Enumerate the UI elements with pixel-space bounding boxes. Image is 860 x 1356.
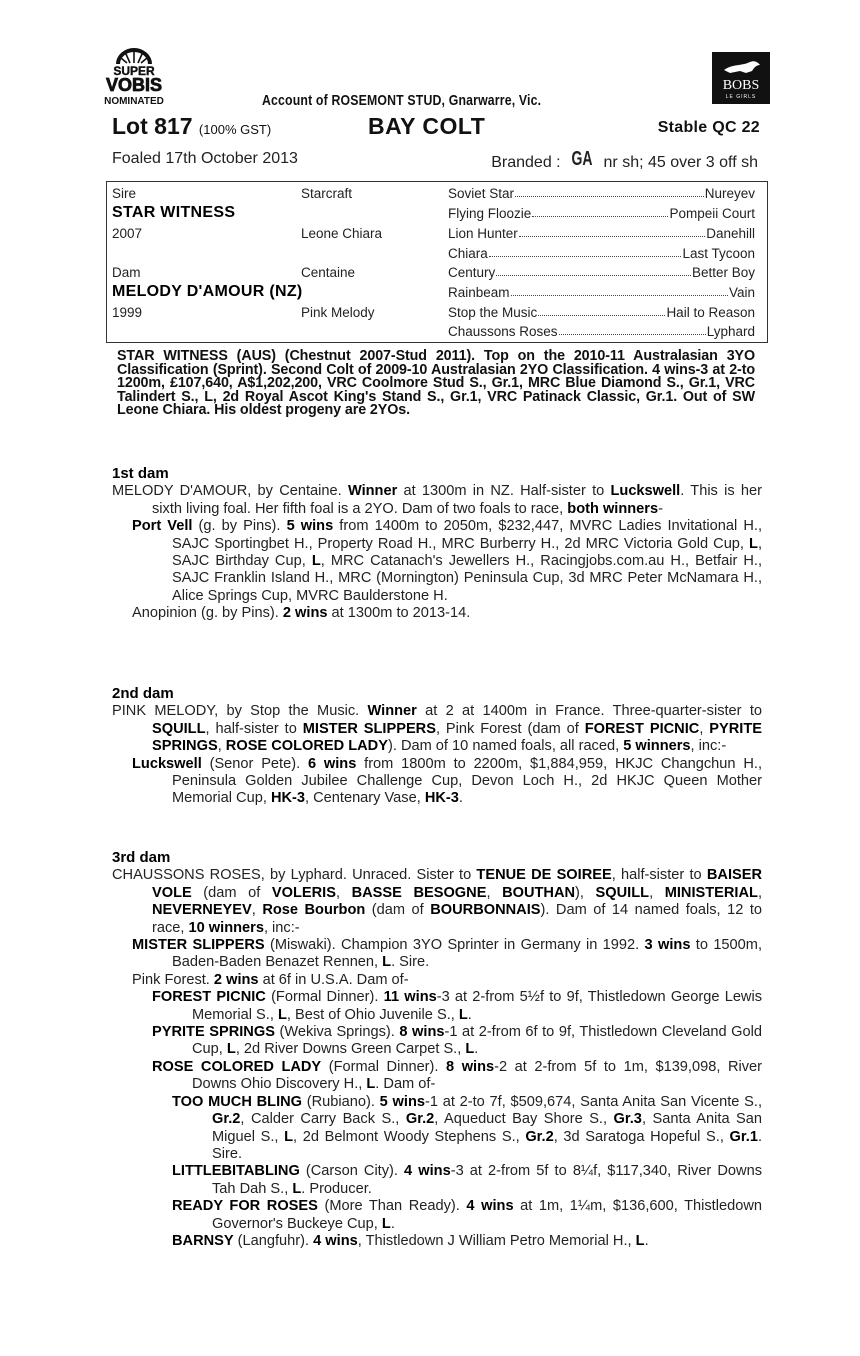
dam-intro: PINK MELODY, by Stop the Music. Winner at 2 at 1400m in France. Three-quarter-sister to SQUILL, half-sister to MISTER SLIPPERS, Pink Forest (dam of FOREST PICNIC, PYRITE SPRINGS, ROSE COLORED LADY). Dam of 10 named foals, all raced, 5 winners, inc:- [112, 703, 762, 755]
bold-run: Winner [347, 483, 398, 500]
dam-intro: MELODY D'AMOUR, by Centaine. Winner at 1300m in NZ. Half-sister to Luckswell. This is her sixth living foal. Her fifth foal is a 2YO. Dam of two foals to race, both winners- [112, 483, 762, 517]
bold-run: MISTER SLIPPERS [132, 937, 265, 954]
gp-right: Better Boy [691, 265, 755, 280]
progeny-entry: FOREST PICNIC (Formal Dinner). 11 wins-3 at 2-from 5½f to 9f, Thistledown George Lewis Memorial S., L, Best of Ohio Juvenile S., L. [152, 989, 763, 1023]
gp-left: Stop the Music [448, 305, 538, 320]
lot-label: Lot 817 [112, 113, 193, 139]
bold-run: Gr.2 [212, 1111, 241, 1128]
bold-run: SQUILL [595, 884, 650, 901]
sire-summary: STAR WITNESS (AUS) (Chestnut 2007-Stud 2011). Top on the 2010-11 Australasian 3YO Classification (Sprint). Second Colt of 2009-10 Australasian 2YO Classification. 4 wins-3 at 2-to 1200m, £107,640, A$1,202,200, VRC Coolmore Stud S., Gr.1, MRC Blue Diamond S., Gr.1, VRC Talindert S., L, 2d Royal Ascot King's Stand S., Gr.1, VRC Patinack Classic, Gr.1. Out of SW Leone Chiara. His oldest progeny are 2YOs. [117, 348, 755, 418]
bold-run: 3 wins [644, 937, 691, 954]
bold-run: MISTER SLIPPERS [302, 720, 436, 737]
gp-right: Danehill [706, 226, 755, 241]
bold-run: 10 winners [188, 919, 264, 936]
grandparent-row [448, 265, 755, 280]
sire-dam: Leone Chiara [301, 226, 383, 241]
gp-right: Pompeii Court [669, 206, 755, 221]
bold-run: HK-3 [424, 790, 459, 807]
bobs-logo [712, 52, 770, 104]
progeny-entry: MISTER SLIPPERS (Miswaki). Champion 3YO Sprinter in Germany in 1992. 3 wins to 1500m, Baden-Baden Benazet Rennen, L. Sire. [132, 937, 762, 971]
bold-run: L [277, 1006, 287, 1023]
bold-run: HK-3 [270, 790, 306, 807]
progeny-entry: BARNSY (Langfuhr). 4 wins, Thistledown J William Petro Memorial H., L. [172, 1232, 649, 1249]
bold-run: LITTLEBITABLING [172, 1163, 300, 1180]
bold-run: READY FOR ROSES [172, 1198, 318, 1215]
stable-location: Stable QC 22 [657, 119, 760, 136]
bold-run: BOUTHAN [502, 884, 576, 901]
bold-run: FOREST PICNIC [152, 989, 266, 1006]
gp-left: Century [448, 265, 496, 280]
bold-run: L [226, 1041, 236, 1058]
grandparent-row [448, 206, 755, 221]
bold-run: Rose Bourbon [262, 902, 366, 919]
progeny-entry: LITTLEBITABLING (Carson City). 4 wins-3 at 2-from 5f to 8¼f, $117,340, River Downs Tah Dah S., L. Producer. [172, 1163, 762, 1197]
bold-run: BAISER VOLE [152, 867, 762, 901]
bold-run: L [381, 1215, 391, 1232]
bold-run: 11 wins [383, 989, 437, 1006]
third-dam-section [112, 849, 762, 1250]
svg-text:SUPER: SUPER [113, 64, 155, 78]
brand-mark: GA [571, 148, 593, 170]
lot-number [112, 113, 271, 140]
section-heading: 3rd dam [112, 849, 171, 866]
bold-run: MINISTERIAL [664, 884, 758, 901]
gp-right: Nureyev [704, 186, 755, 201]
second-dam-section [112, 685, 762, 808]
foaled-date: Foaled 17th October 2013 [112, 150, 298, 167]
svg-text:VOBIS: VOBIS [105, 75, 163, 95]
dam-name: MELODY D'AMOUR (NZ) [112, 283, 303, 300]
bold-run: L [458, 1006, 468, 1023]
sire-year: 2007 [112, 226, 143, 241]
bold-run: Port Vell [132, 518, 193, 535]
branded-label: Branded : [491, 154, 561, 171]
gp-right: Hail to Reason [666, 305, 755, 320]
gp-left: Chaussons Roses [448, 324, 558, 339]
dam-sire: Centaine [301, 265, 356, 280]
sex-colour: BAY COLT [368, 113, 486, 139]
brand-info [491, 150, 758, 173]
bold-run: L [382, 954, 392, 971]
gp-left: Rainbeam [448, 285, 510, 300]
bold-run: 5 wins [379, 1093, 425, 1110]
foaling-brand-line [112, 150, 762, 174]
grandparent-row [448, 324, 755, 339]
bold-run: BARNSY [172, 1232, 234, 1249]
dam-label: Dam [112, 265, 141, 280]
gp-left: Lion Hunter [448, 226, 518, 241]
svg-text:BOBS: BOBS [722, 78, 760, 93]
bold-run: L [749, 535, 758, 552]
progeny-entry: TOO MUCH BLING (Rubiano). 5 wins-1 at 2-to 7f, $509,674, Santa Anita San Vicente S., Gr.2, Calder Carry Back S., Gr.2, Aqueduct Bay Shore S., Gr.3, Santa Anita San Miguel S., L, 2d Belmont Woody Stephens S., Gr.2, 3d Saratoga Hopeful S., Gr.1. Sire. [172, 1093, 763, 1162]
bold-run: Gr.2 [525, 1128, 554, 1145]
bold-run: 4 wins [404, 1163, 451, 1180]
bold-run: FOREST PICNIC [584, 720, 700, 737]
svg-text:LE GIRLS: LE GIRLS [725, 94, 757, 100]
gp-right: Last Tycoon [682, 246, 755, 261]
sire-name: STAR WITNESS [112, 204, 236, 221]
progeny-entry: Anopinion (g. by Pins). 2 wins at 1300m to 2013-14. [132, 605, 471, 622]
grandparent-row [448, 305, 755, 320]
bold-run: 6 wins [307, 755, 357, 772]
bold-run: 8 wins [446, 1058, 495, 1075]
bold-run: ROSE COLORED LADY [225, 738, 388, 755]
bold-run: PYRITE SPRINGS [152, 1024, 275, 1041]
grandparent-row [448, 226, 755, 241]
sire-label: Sire [112, 186, 137, 201]
bold-run: VOLERIS [271, 884, 336, 901]
section-heading: 1st dam [112, 465, 169, 482]
bold-run: Gr.1 [729, 1128, 758, 1145]
grandparent-row [448, 246, 755, 261]
brand-detail: nr sh; 45 over 3 off sh [603, 154, 758, 171]
bold-run: L [366, 1076, 376, 1093]
bold-run: TENUE DE SOIREE [476, 867, 612, 884]
bold-run: NEVERNEYEV [152, 902, 252, 919]
section-heading: 2nd dam [112, 685, 174, 702]
bold-run: 4 wins [466, 1198, 514, 1215]
bold-run: L [311, 553, 321, 570]
pedigree-table [106, 181, 768, 343]
bold-run: 2 wins [213, 971, 259, 988]
bold-run: Winner [367, 703, 417, 720]
bold-run: BASSE BESOGNE [351, 884, 487, 901]
gp-right: Vain [728, 285, 755, 300]
lot-line [112, 113, 762, 143]
vobis-logo-icon [92, 44, 176, 108]
progeny-entry: Port Vell (g. by Pins). 5 wins from 1400m to 2050m, $232,447, MVRC Ladies Invitational H., SAJC Sportingbet H., Property Road H., MRC Burberry H., 2d MRC Victoria Gold Cup, L, SAJC Birthday Cup, L, MRC Catanach's Jewellers H., Racingjobs.com.au H., Betfair H., SAJC Franklin Island H., MRC (Mornington) Peninsula Cup, 3d MRC Peter McNamara H., Alice Springs Cup, MVRC Baulderstone H. [132, 518, 763, 604]
bold-run: L [284, 1128, 294, 1145]
gp-right: Lyphard [706, 324, 755, 339]
grandparent-row [448, 186, 755, 201]
dam-dam: Pink Melody [301, 305, 375, 320]
bold-run: 8 wins [399, 1024, 445, 1041]
super-vobis-nominated-logo [92, 44, 176, 108]
bold-run: L [465, 1041, 475, 1058]
grandparent-row [448, 285, 755, 300]
bold-run: Luckswell [132, 755, 202, 772]
bold-run: L [635, 1232, 645, 1249]
progeny-entry: PYRITE SPRINGS (Wekiva Springs). 8 wins-1 at 2-from 6f to 9f, Thistledown Cleveland Gold Cup, L, 2d River Downs Green Carpet S., L. [152, 1024, 763, 1058]
dam-year: 1999 [112, 305, 143, 320]
bold-run: PYRITE SPRINGS [152, 720, 762, 755]
bold-run: 2 wins [282, 605, 328, 622]
gst-note: (100% GST) [198, 122, 272, 137]
bobs-logo-icon [712, 52, 770, 104]
progeny-entry: Luckswell (Senor Pete). 6 wins from 1800m to 2200m, $1,884,959, HKJC Changchun H., Peninsula Golden Jubilee Challenge Cup, Devon Loch H., 2d HKJC Queen Mother Memorial Cup, HK-3, Centenary Vase, HK-3. [132, 755, 762, 807]
bold-run: Gr.3 [613, 1111, 642, 1128]
dam-intro: CHAUSSONS ROSES, by Lyphard. Unraced. Sister to TENUE DE SOIREE, half-sister to BAISER VOLE (dam of VOLERIS, BASSE BESOGNE, BOUTHAN), SQUILL, MINISTERIAL, NEVERNEYEV, Rose Bourbon (dam of BOURBONNAIS). Dam of 14 named foals, 12 to race, 10 winners, inc:- [112, 867, 763, 936]
bold-run: SQUILL [152, 720, 206, 737]
bold-run: ROSE COLORED LADY [152, 1058, 322, 1075]
progeny-entry: ROSE COLORED LADY (Formal Dinner). 8 wins-2 at 2-from 5f to 1m, $139,098, River Downs Ohio Discovery H., L. Dam of- [152, 1058, 762, 1093]
gp-left: Chiara [448, 246, 488, 261]
bold-run: both winners [567, 500, 659, 517]
svg-text:NOMINATED: NOMINATED [104, 96, 164, 107]
bold-run: 4 wins [313, 1232, 358, 1249]
bold-run: Gr.2 [405, 1111, 435, 1128]
gp-left: Flying Floozie [448, 206, 532, 221]
sire-sire: Starcraft [301, 186, 353, 201]
progeny-entry: Pink Forest. 2 wins at 6f in U.S.A. Dam of- [132, 971, 409, 988]
progeny-entry: READY FOR ROSES (More Than Ready). 4 wins at 1m, 1¼m, $136,600, Thistledown Governor's Buckeye Cup, L. [172, 1198, 762, 1232]
bold-run: L [292, 1180, 302, 1197]
bold-run: 5 winners [623, 738, 691, 755]
bold-run: BOURBONNAIS [430, 902, 541, 919]
gp-left: Soviet Star [448, 186, 515, 201]
vendor-account: Account of ROSEMONT STUD, Gnarwarre, Vic. [262, 92, 542, 109]
bold-run: 5 wins [286, 518, 334, 535]
first-dam-section [112, 465, 762, 623]
bold-run: Luckswell [610, 483, 681, 500]
bold-run: TOO MUCH BLING [172, 1093, 303, 1110]
